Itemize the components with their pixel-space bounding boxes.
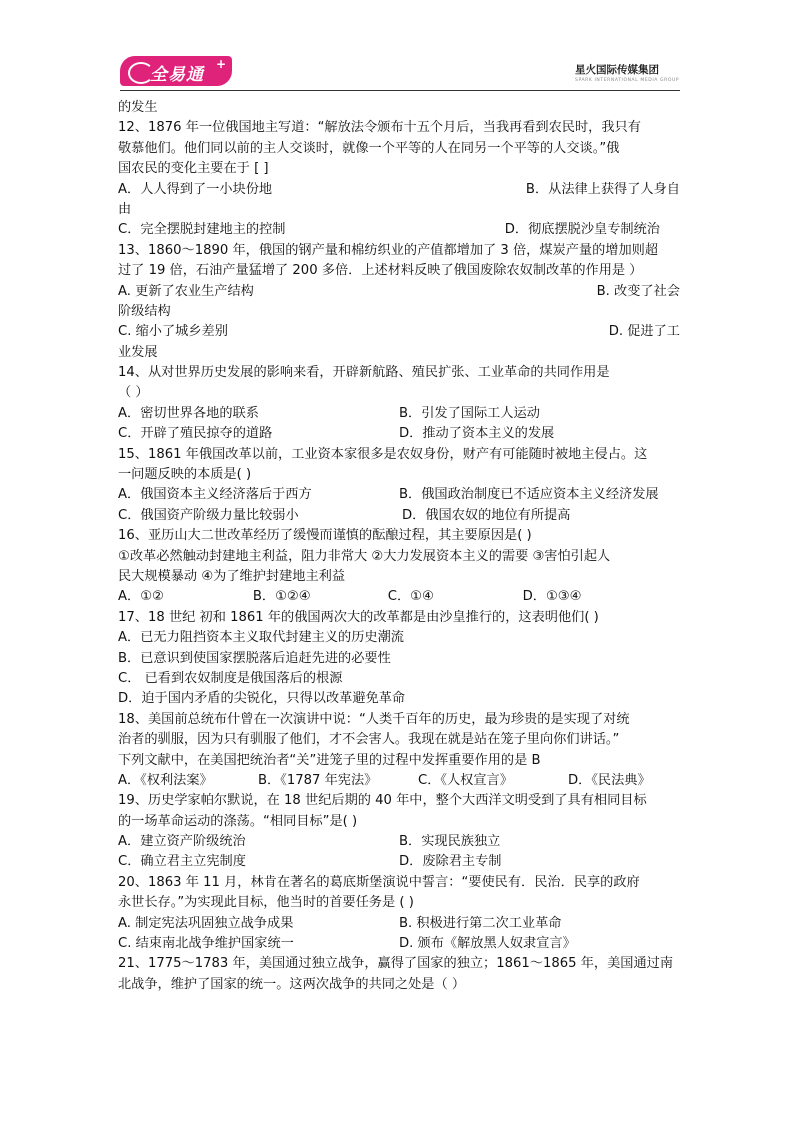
option-a: A．《权利法案》 bbox=[118, 772, 213, 788]
option-c: C．完全摆脱封建地主的控制 bbox=[118, 222, 286, 238]
question-13-stem: 13、1860～1890 年，俄国的钢产量和棉纺织业的产值都增加了 3 倍，煤炭产量的增加则超 bbox=[118, 242, 659, 258]
option-row bbox=[118, 424, 680, 444]
option-c: C． 已看到农奴制度是俄国落后的根源 bbox=[118, 670, 343, 686]
option-row bbox=[118, 220, 680, 240]
page-header bbox=[0, 0, 800, 100]
logo-text: 全易通 bbox=[150, 65, 204, 85]
option-a: A．人人得到了一小块份地 bbox=[118, 181, 273, 197]
option-b: B．已意识到使国家摆脱落后追赶先进的必要性 bbox=[118, 650, 391, 666]
option-c: C．俄国资产阶级力量比较弱小 bbox=[118, 507, 299, 523]
option-b: B．从法律上获得了人身自 bbox=[525, 181, 680, 197]
question-16-stem: ①改革必然触动封建地主利益，阻力非常大 ②大力发展资本主义的需要 ③害怕引起人 bbox=[118, 548, 611, 564]
question-13-stem: 过了 19 倍，石油产量猛增了 200 多倍．上述材料反映了俄国废除农奴制改革的作用是 ） bbox=[118, 263, 643, 279]
option-a: A．已无力阻挡资本主义取代封建主义的历史潮流 bbox=[118, 630, 404, 646]
option-b: B. 积极进行第二次工业革命 bbox=[399, 915, 562, 931]
question-16-stem: 16、亚历山大二世改革经历了缓慢而谨慎的酝酿过程，其主要原因是( ) bbox=[118, 528, 532, 544]
option-d: D．废除君主专制 bbox=[399, 854, 502, 870]
option-row bbox=[118, 282, 680, 302]
option-d: D．彻底摆脱沙皇专制统治 bbox=[504, 222, 660, 238]
option-row bbox=[118, 322, 680, 342]
option-d: D．①③④ bbox=[522, 589, 582, 605]
question-20-stem: 永世长存。”为实现此目标，他当时的首要任务是 ( ) bbox=[118, 895, 414, 911]
question-21-stem: 北战争，维护了国家的统一。这两次战争的共同之处是（ ） bbox=[118, 976, 466, 992]
option-c: C．开辟了殖民掠夺的道路 bbox=[118, 426, 273, 442]
option-row bbox=[118, 832, 680, 852]
option-row bbox=[118, 506, 680, 526]
text-line: 的发生 bbox=[118, 100, 158, 115]
brand-subtitle: SPARK INTERNATIONAL MEDIA GROUP bbox=[575, 78, 680, 83]
option-row bbox=[118, 180, 680, 200]
question-19-stem: 的一场革命运动的涤荡。“相同目标”是( ) bbox=[118, 813, 358, 829]
option-d: D．《民法典》 bbox=[568, 772, 651, 788]
option-continuation: 阶级结构 bbox=[118, 303, 171, 319]
question-16-stem: 民大规模暴动 ④为了维护封建地主利益 bbox=[118, 568, 346, 584]
question-15-stem: 一问题反映的本质是( ) bbox=[118, 467, 252, 483]
option-b: B．①②④ bbox=[252, 589, 311, 605]
header-divider bbox=[120, 90, 680, 91]
option-c: C. 结束南北战争维护国家统一 bbox=[118, 936, 294, 952]
question-content bbox=[118, 98, 680, 995]
logo-plus-icon: + bbox=[216, 57, 227, 71]
option-b: B．俄国政治制度已不适应资本主义经济发展 bbox=[399, 487, 659, 503]
question-15-stem: 15、1861 年俄国改革以前，工业资本家很多是农奴身份，财产有可能随时被地主侵占。这 bbox=[118, 446, 648, 462]
option-row bbox=[118, 914, 680, 934]
option-a: A．密切世界各地的联系 bbox=[118, 405, 259, 421]
question-14-stem: 14、从对世界历史发展的影响来看，开辟新航路、殖民扩张、工业革命的共同作用是 bbox=[118, 365, 610, 381]
option-b: B．《1787 年宪法》 bbox=[258, 772, 378, 788]
option-continuation: 业发展 bbox=[118, 344, 158, 360]
question-21-stem: 21、1775～1783 年，美国通过独立战争，赢得了国家的独立；1861～1865 年，美国通过南 bbox=[118, 956, 674, 972]
publisher-brand bbox=[575, 62, 695, 83]
option-d: D. 颁布《解放黑人奴隶宣言》 bbox=[399, 936, 576, 952]
quanyitong-logo bbox=[120, 56, 232, 86]
option-row bbox=[118, 934, 680, 954]
question-14-stem: （ ） bbox=[118, 385, 149, 401]
question-18-stem: 治者的驯服，因为只有驯服了他们，才不会害人。我现在就是站在笼子里向你们讲话。” bbox=[118, 732, 620, 748]
question-18-stem: 下列文献中，在美国把统治者“关”进笼子里的过程中发挥重要作用的是 B bbox=[118, 752, 541, 768]
option-row bbox=[118, 404, 680, 424]
question-12-stem: 国农民的变化主要在于 [ ] bbox=[118, 161, 269, 177]
question-20-stem: 20、1863 年 11 月，林肯在著名的葛底斯堡演说中誓言：“要使民有．民治．民享的政府 bbox=[118, 874, 640, 890]
option-c: C．《人权宣言》 bbox=[418, 772, 513, 788]
option-b: B. 改变了社会 bbox=[596, 283, 680, 299]
question-12-stem: 12、1876 年一位俄国地主写道：“解放法令颁布十五个月后，当我再看到农民时，我只有 bbox=[118, 120, 641, 136]
option-c: C. 缩小了城乡差别 bbox=[118, 324, 228, 340]
option-a: A．建立资产阶级统治 bbox=[118, 834, 246, 850]
option-d: D．推动了资本主义的发展 bbox=[399, 426, 555, 442]
question-17-stem: 17、18 世纪 初和 1861 年的俄国两次大的改革都是由沙皇推行的，这表明他们( ) bbox=[118, 609, 599, 625]
question-12-stem: 敬慕他们。他们同以前的主人交谈时，就像一个平等的人在同另一个平等的人交谈。”俄 bbox=[118, 140, 620, 156]
option-c: C．确立君主立宪制度 bbox=[118, 854, 246, 870]
option-c: C．①④ bbox=[387, 589, 434, 605]
option-a: A．①② bbox=[118, 589, 164, 605]
brand-name: 星火国际传媒集团 bbox=[575, 64, 659, 76]
option-a: A. 更新了农业生产结构 bbox=[118, 283, 254, 299]
option-d: D．俄国农奴的地位有所提高 bbox=[402, 507, 571, 523]
option-a: A．俄国资本主义经济落后于西方 bbox=[118, 487, 312, 503]
option-b: B．引发了国际工人运动 bbox=[399, 405, 540, 421]
option-b: B．实现民族独立 bbox=[399, 834, 501, 850]
option-row bbox=[118, 771, 680, 791]
option-row bbox=[118, 852, 680, 872]
question-18-stem: 18、美国前总统布什曾在一次演讲中说：“人类千百年的历史，最为珍贵的是实现了对统 bbox=[118, 711, 630, 727]
option-d: D．迫于国内矛盾的尖锐化，只得以改革避免革命 bbox=[118, 691, 406, 707]
option-continuation: 由 bbox=[118, 201, 132, 217]
option-a: A. 制定宪法巩固独立战争成果 bbox=[118, 915, 294, 931]
option-d: D. 促进了工 bbox=[608, 324, 680, 340]
option-row bbox=[118, 587, 680, 607]
question-19-stem: 19、历史学家帕尔默说，在 18 世纪后期的 40 年中，整个大西洋文明受到了具有相同目标 bbox=[118, 793, 647, 809]
option-row bbox=[118, 485, 680, 505]
